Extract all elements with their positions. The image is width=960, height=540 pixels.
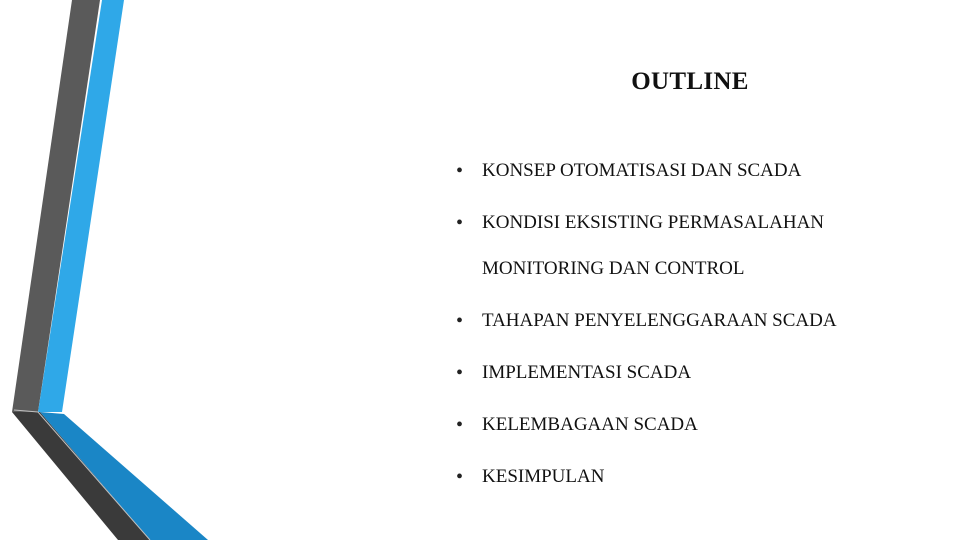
- outline-list: [456, 148, 936, 506]
- list-item: [456, 402, 936, 448]
- bullet-dot-icon: •: [456, 212, 464, 234]
- bullet-dot-icon: •: [456, 160, 464, 182]
- list-item-text: KONSEP OTOMATISASI DAN SCADA: [482, 160, 802, 181]
- list-item-text: KESIMPULAN: [482, 466, 605, 487]
- bullet-dot-icon: •: [456, 362, 464, 384]
- list-item: [456, 298, 936, 344]
- list-item-text: KONDISI EKSISTING PERMASALAHAN: [482, 212, 825, 233]
- list-item: [456, 454, 936, 500]
- slide-title: OUTLINE: [631, 68, 749, 95]
- list-item-text: IMPLEMENTASI SCADA: [482, 362, 692, 383]
- bullet-dot-icon: •: [456, 310, 464, 332]
- list-item-text: KELEMBAGAAN SCADA: [482, 414, 698, 435]
- list-item-text: TAHAPAN PENYELENGGARAAN SCADA: [482, 310, 837, 331]
- list-item-text-continued: MONITORING DAN CONTROL: [482, 258, 745, 279]
- list-item: [456, 350, 936, 396]
- bullet-dot-icon: •: [456, 414, 464, 436]
- list-item: [456, 148, 936, 194]
- list-item: [456, 200, 936, 292]
- bullet-dot-icon: •: [456, 466, 464, 488]
